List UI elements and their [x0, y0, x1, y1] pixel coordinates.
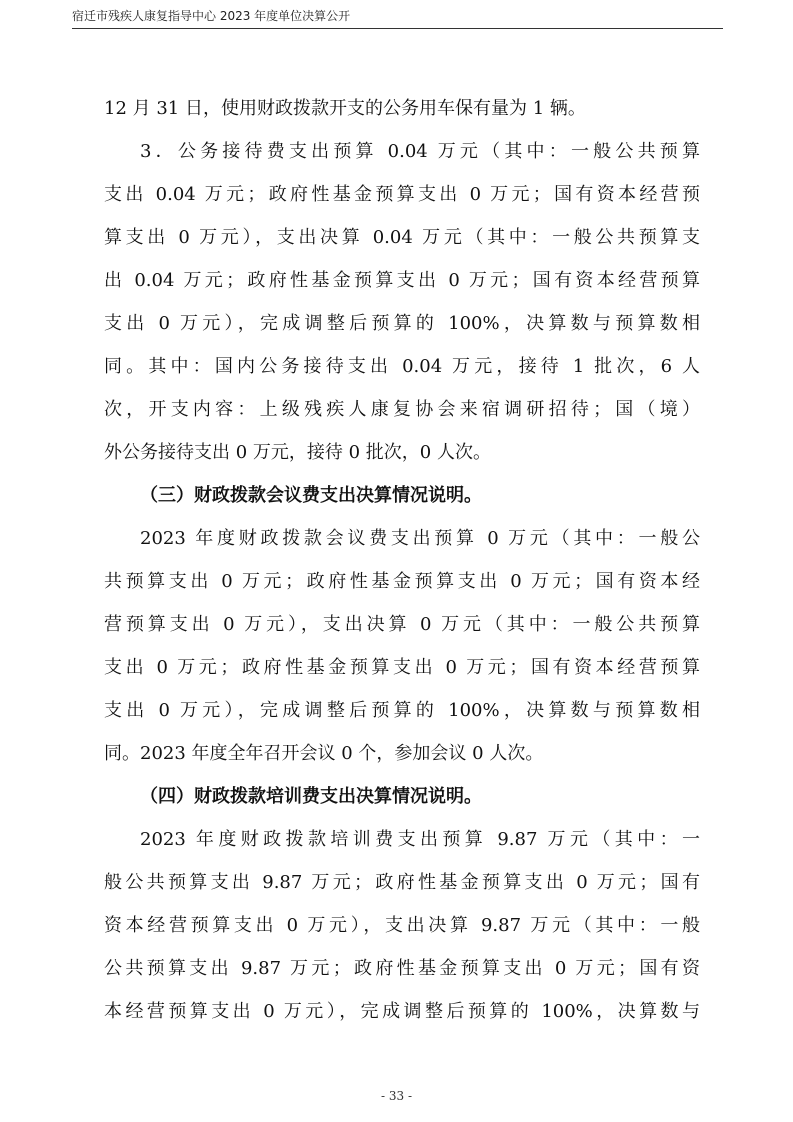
document-body [104, 91, 700, 1037]
paragraph-line: 支出 0 万元），完成调整后预算的 100%，决算数与预算数相 [104, 700, 700, 721]
page-number: - 33 - [380, 1089, 412, 1103]
paragraph-line: 同。其中：国内公务接待支出 0.04 万元，接待 1 批次，6 人 [104, 356, 700, 377]
paragraph-line: 次，开支内容：上级残疾人康复协会来宿调研招待；国（境） [104, 399, 700, 420]
paragraph-line: 般公共预算支出 9.87 万元；政府性基金预算支出 0 万元；国有 [104, 872, 700, 893]
paragraph-line: 外公务接待支出 0 万元，接待 0 批次，0 人次。 [104, 442, 491, 463]
paragraph-line: 公共预算支出 9.87 万元；政府性基金预算支出 0 万元；国有资 [104, 958, 700, 979]
paragraph-line: 支出 0.04 万元；政府性基金预算支出 0 万元；国有资本经营预 [104, 184, 700, 205]
paragraph-line: 12 月 31 日，使用财政拨款开支的公务用车保有量为 1 辆。 [104, 98, 586, 119]
paragraph-line: 营预算支出 0 万元），支出决算 0 万元（其中：一般公共预算 [104, 614, 700, 635]
section-heading: （三）财政拨款会议费支出决算情况说明。 [140, 485, 482, 506]
paragraph-line: 2023 年度财政拨款培训费支出预算 9.87 万元（其中：一 [140, 829, 700, 850]
paragraph-line: 共预算支出 0 万元；政府性基金预算支出 0 万元；国有资本经 [104, 571, 700, 592]
header-divider [72, 28, 723, 29]
paragraph-line: 3．公务接待费支出预算 0.04 万元（其中：一般公共预算 [140, 141, 700, 162]
paragraph-line: 支出 0 万元），完成调整后预算的 100%，决算数与预算数相 [104, 313, 700, 334]
paragraph-line: 支出 0 万元；政府性基金预算支出 0 万元；国有资本经营预算 [104, 657, 700, 678]
paragraph-line: 资本经营预算支出 0 万元），支出决算 9.87 万元（其中：一般 [104, 915, 700, 936]
paragraph-line: 本经营预算支出 0 万元），完成调整后预算的 100%，决算数与 [104, 1001, 700, 1022]
running-header: 宿迁市残疾人康复指导中心 2023 年度单位决算公开 [72, 9, 351, 23]
paragraph-line: 出 0.04 万元；政府性基金预算支出 0 万元；国有资本经营预算 [104, 270, 700, 291]
paragraph-line: 算支出 0 万元），支出决算 0.04 万元（其中：一般公共预算支 [104, 227, 700, 248]
section-heading: （四）财政拨款培训费支出决算情况说明。 [140, 786, 482, 807]
paragraph-line: 同。2023 年度全年召开会议 0 个，参加会议 0 人次。 [104, 743, 544, 764]
paragraph-line: 2023 年度财政拨款会议费支出预算 0 万元（其中：一般公 [140, 528, 700, 549]
